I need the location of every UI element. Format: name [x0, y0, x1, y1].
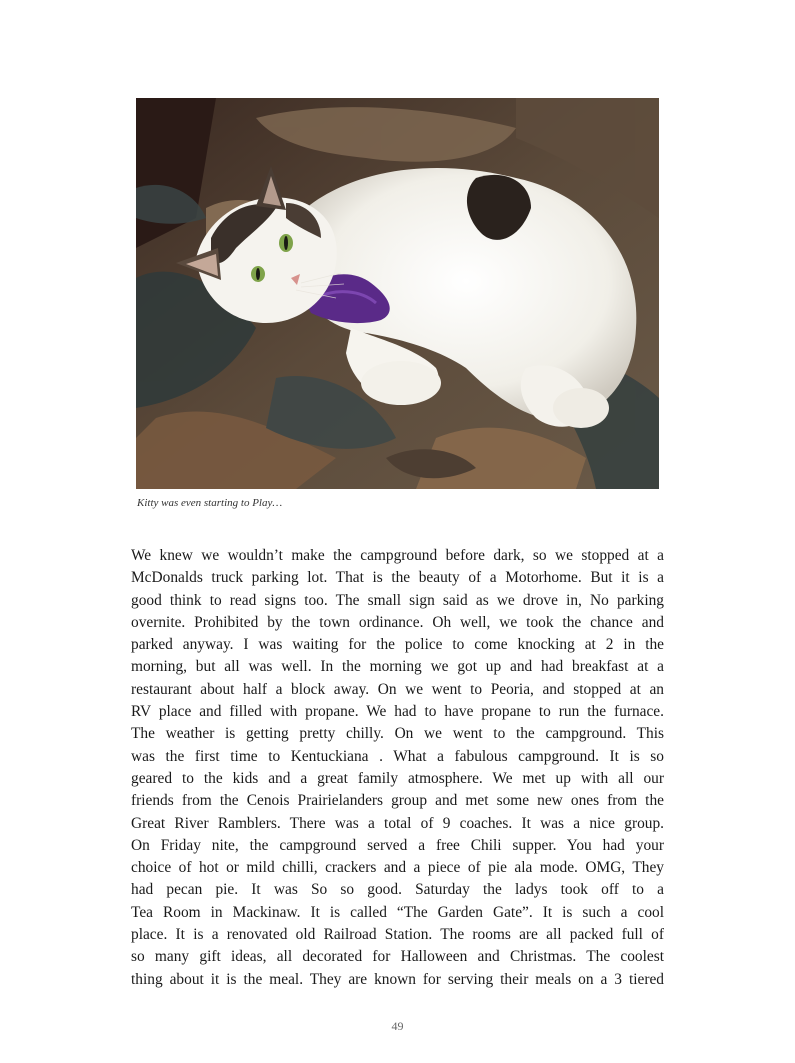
text-line: RV place and filled with propane. We had to have propane to run the furnace. — [131, 703, 664, 721]
cat-photo-illustration — [136, 98, 659, 489]
text-line: overnite. Prohibited by the town ordinance. Oh well, we took the chance and — [131, 613, 664, 631]
text-line: We knew we wouldn’t make the campground before dark, so we stopped at a — [131, 547, 664, 564]
text-line: choice of hot or mild chilli, crackers and a piece of pie ala mode. OMG, They — [131, 859, 664, 877]
text-line: geared to the kids and a great family atmosphere. We met up with all our — [131, 769, 664, 787]
text-line: was the first time to Kentuckiana . What a fabulous campground. It is so — [131, 747, 664, 765]
text-line: The weather is getting pretty chilly. On we went to the campground. This — [131, 725, 664, 743]
text-line: morning, but all was well. In the morning we got up and had breakfast at a — [131, 658, 664, 676]
body-paragraph — [131, 545, 664, 991]
page-number: 49 — [391, 1019, 404, 1033]
text-line: McDonalds truck parking lot. That is the beauty of a Motorhome. But it is a — [131, 569, 664, 587]
figure-caption: Kitty was even starting to Play… — [137, 497, 283, 509]
cat-photo — [136, 98, 659, 489]
text-line: so many gift ideas, all decorated for Halloween and Christmas. The coolest — [131, 948, 664, 966]
text-line: friends from the Cenois Prairielanders group and met some new ones from the — [131, 792, 664, 810]
text-line: Tea Room in Mackinaw. It is called “The Garden Gate”. It is such a cool — [131, 903, 664, 921]
text-line: place. It is a renovated old Railroad Station. The rooms are all packed full of — [131, 926, 664, 944]
text-line: restaurant about half a block away. On we went to Peoria, and stopped at an — [131, 680, 664, 698]
text-line: parked anyway. I was waiting for the police to come knocking at 2 in the — [131, 636, 664, 654]
text-line: Great River Ramblers. There was a total of 9 coaches. It was a nice group. — [131, 814, 664, 832]
text-line: good think to read signs too. The small sign said as we drove in, No parking — [131, 591, 664, 609]
text-line: On Friday nite, the campground served a free Chili supper. You had your — [131, 836, 664, 854]
text-line: had pecan pie. It was So so good. Saturday the ladys took off to a — [131, 881, 664, 899]
text-line: thing about it is the meal. They are known for serving their meals on a 3 tiered — [131, 970, 664, 988]
